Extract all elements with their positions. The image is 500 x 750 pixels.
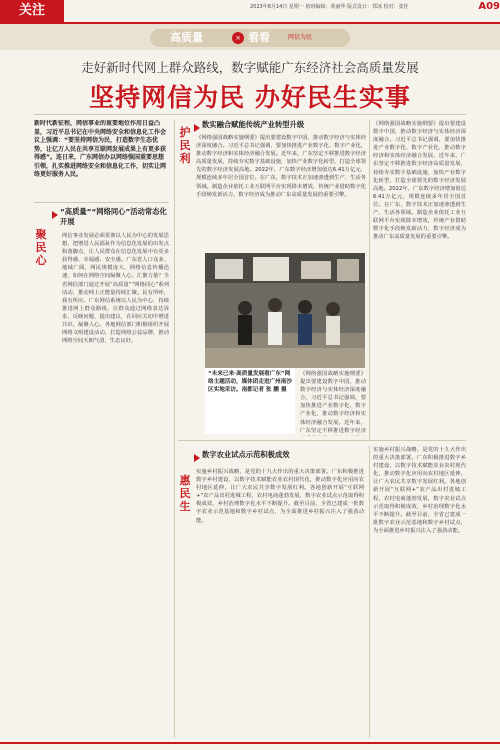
right-section-body-wrap: 《网络强国战略实施纲要》提出要建设数字中国，推动数字经济与实体经济深度融合。习近平总书记强调，要加快推进产业数字化、数字产业化，推动数字经济和实体经济融合发展。近年来，广东坚定不移推进数字经济 <box>300 371 366 434</box>
right-section-body-cont: 《网络强国战略实施纲要》提出要建设数字中国，推动数字经济与实体经济深度融合。习近平总书记强调，要加快推进产业数字化、数字产业化，推动数字经济和实体经济融合发展。近年来，广东坚定不移推进数字经济高质量发展，持续夯实数字基础设施，加快产业数字化转型，打造全球领先的数字经济发展高地。2022年，广东数字经济增加值达6.41万亿元，规模连续多年居全国首位。在广东，数字技术正加速渗透到生产、生活各领域。制造企业依托工业互联网平台实现降本增效，传统产业借助数字化手段焕发新活力，数字经济成为推动广东高质量发展的重要引擎。 <box>373 121 466 241</box>
bottom-section-title: 数字农业试点示范积极成效 <box>202 450 290 459</box>
right-section-label: 护民利 <box>179 126 191 165</box>
right-section-title: 数实融合赋能传统产业转型升级 <box>202 120 305 129</box>
headline-title: 坚持网信为民 办好民生实事 <box>89 83 411 112</box>
banner-cross-icon: × <box>232 32 244 44</box>
section-tag: 关注 <box>0 0 64 22</box>
banner-column-name: 网信为民 <box>288 34 313 41</box>
news-photo <box>205 253 365 368</box>
issue-meta: 2023年8月14日 星期一 值班编辑：黄丽华 版式设计：郑冰 校对：张桂 <box>250 4 409 10</box>
bottom-section-triangle-icon <box>194 454 200 462</box>
right-section-triangle-icon <box>194 124 200 132</box>
footer-rule <box>0 742 500 744</box>
banner-left-text: 高质量 <box>170 31 203 44</box>
left-section-label: 聚民心 <box>35 228 47 267</box>
bottom-section-label: 惠民生 <box>179 474 191 513</box>
banner-right-text: 看看 <box>248 31 270 44</box>
bottom-section-body: 实施乡村振兴战略，是党的十九大作出的重大决策部署。广东积极推进数字乡村建设，以数字技术赋能农业农村现代化，推动数字化应用向农村地区延伸，让广大农民共享数字发展红利。各地创新开展“互联网+”农产品出村进城工程，农村电商蓬勃发展，数字农业试点示范取得积极成效，乡村治理数字化水平不断提升。截至目前，全省已建成一批数字农业示范基地和数字乡村试点，为全面推进乡村振兴注入了强劲动能。 <box>196 469 364 524</box>
bottom-section-rule <box>178 440 466 441</box>
page-number: A09 <box>478 1 500 12</box>
right-section-body: 《网络强国战略实施纲要》提出要建设数字中国，推动数字经济与实体经济深度融合。习近平总书记强调，要加快推进产业数字化、数字产业化，推动数字经济和实体经济融合发展。近年来，广东坚定不移推进数字经济高质量发展，持续夯实数字基础设施，加快产业数字化转型，打造全球领先的数字经济发展高地。2022年，广东数字经济增加值达6.41万亿元，规模连续多年居全国首位。在广东，数字技术正加速渗透到生产、生活各领域。制造企业依托工业互联网平台实现降本增效，传统产业借助数字化手段焕发新活力，数字经济成为推动广东高质量发展的重要引擎。 <box>196 135 366 198</box>
intro-rule <box>34 202 169 203</box>
photo-caption: “未来已来·高质量发展看广东”网络主题活动，媒体团走进广州南沙区实地采访。南都记者 张 鹏 摄 <box>208 371 292 393</box>
intro-paragraph: 新时代新征程，网信事业的重要地位作用日益凸显，习近平总书记在中央网络安全和信息化工作会议上强调：“要坚持网信为民，打造数字生态优势，让亿万人民在共享互联网发展成果上有更多获得感”。连日来，广东网信办以网络强国重要思想引领，扎实推进网络安全和信息化工作，切实让网络更好服务人民。 <box>34 120 167 178</box>
right-column-divider <box>369 120 370 440</box>
bottom-section-body-cont: 实施乡村振兴战略，是党的十九大作出的重大决策部署。广东积极推进数字乡村建设，以数字技术赋能农业农村现代化，推动数字化应用向农村地区延伸，让广大农民共享数字发展红利。各地创新开展“互联网+”农产品出村进城工程，农村电商蓬勃发展，数字农业试点示范取得积极成效，乡村治理数字化水平不断提升。截至目前，全省已建成一批数字农业示范基地和数字乡村试点，为全面推进乡村振兴注入了强劲动能。 <box>373 447 466 534</box>
left-section-title: “高质量”“网络同心”活动常态化开展 <box>60 207 167 226</box>
headline-rule <box>34 114 466 115</box>
headline-subtitle: 走好新时代网上群众路线，数字赋能广东经济社会高质量发展 <box>81 60 419 75</box>
left-section-body: 网信事业发展必须贯彻以人民为中心的发展思想，把增进人民福祉作为信息化发展的出发点和落脚点，让人民群众在信息化发展中有更多获得感、幸福感、安全感。广东省人口众多、地域广阔，网民规模庞大，网络信息传播迅速，如何在网络空间凝聚人心、汇聚力量？全省网信部门通过开展“高质量”“网络同心”系列活动，推动网上正能量持续汇聚。民有所呼，我有所应。广东网信系统以人民为中心，持续推进网上群众路线，让群众通过网络表达诉求、反映问题、提出建议，在回应关切中增进共识、凝聚人心。各地网信部门积极组织开展网络文明建设活动，打造网络公益品牌，推动网络空间天朗气清、生态良好。 <box>62 233 169 345</box>
bottom-column-divider <box>369 446 370 738</box>
left-column-divider <box>174 120 175 738</box>
left-section-triangle-icon <box>52 211 58 219</box>
